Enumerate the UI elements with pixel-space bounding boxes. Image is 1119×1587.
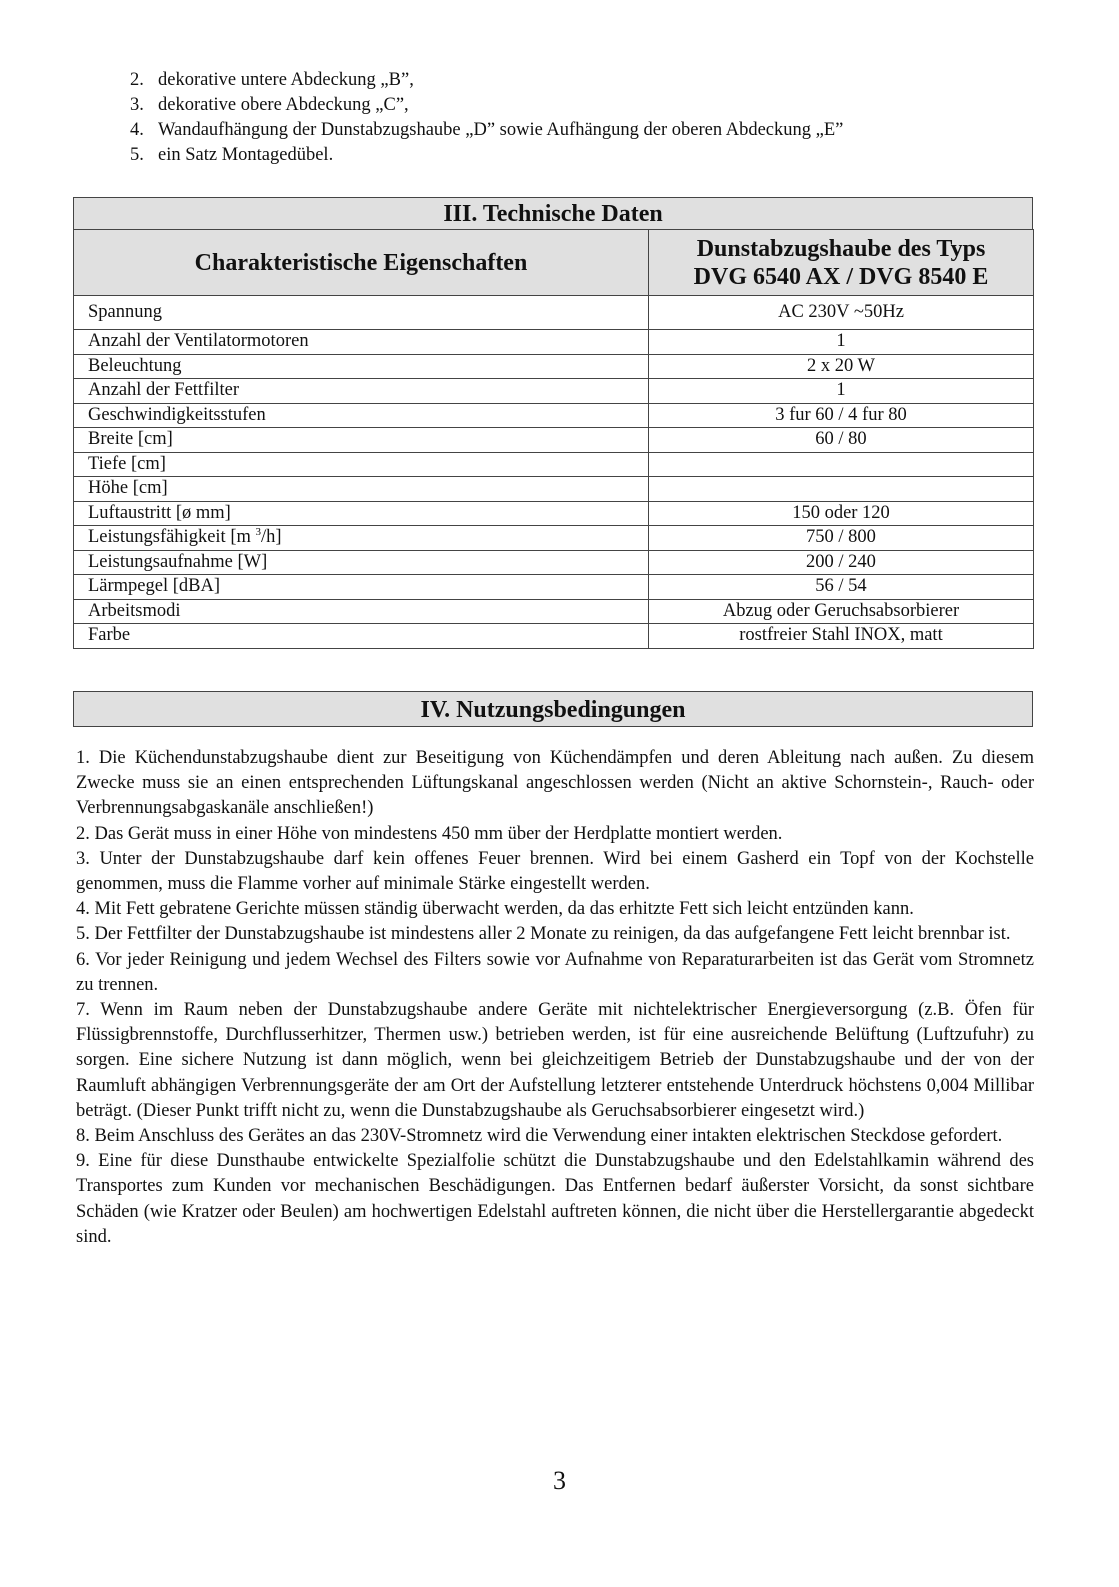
paragraph: 2. Das Gerät muss in einer Höhe von mindestens 450 mm über der Herdplatte montiert werden.	[76, 823, 783, 844]
property-cell: Luftaustritt [ø mm]	[74, 501, 649, 526]
tech-data-heading: III. Technische Daten	[73, 197, 1033, 230]
table-row	[74, 330, 1034, 355]
col-header-properties: Charakteristische Eigenschaften	[74, 230, 649, 296]
paragraph: 5. Der Fettfilter der Dunstabzugshaube ist mindestens aller 2 Monate zu reinigen, da das aufgefangene Fett leicht brennbar ist.	[76, 924, 1011, 945]
paragraph: 3. Unter der Dunstabzugshaube darf kein offenes Feuer brennen. Wird bei einem Gasherd ein Topf von der Kochstelle genommen, muss die Flamme vorher auf minimale Stärke eingestellt werden.	[76, 848, 1034, 895]
value-cell	[649, 452, 1034, 477]
table-header-row	[74, 230, 1034, 296]
list-item: 4. Wandaufhängung der Dunstabzugshaube „D” sowie Aufhängung der oberen Abdeckung „E”	[130, 120, 844, 140]
value-cell: 56 / 54	[649, 575, 1034, 600]
list-item: 5. ein Satz Montagedübel.	[130, 145, 334, 165]
paragraph: 6. Vor jeder Reinigung und jedem Wechsel des Filters sowie vor Aufnahme von Reparaturarbeiten ist das Gerät vom Stromnetz zu trennen.	[76, 949, 1034, 995]
paragraph: 1. Die Küchendunstabzugshaube dient zur Beseitigung von Küchendämpfen und deren Ableitung nach außen. Zu diesem Zwecke muss sie an einen entsprechenden Lüftungskanal angeschlossen werden (Nicht an aktive Schornstein-, Rauch- oder Verbrennungsabgaskanäle anschließen!)	[76, 748, 1034, 819]
table-row	[74, 296, 1034, 330]
value-cell: rostfreier Stahl INOX, matt	[649, 624, 1034, 649]
table-row	[74, 550, 1034, 575]
table-row	[74, 428, 1034, 453]
value-cell: 1	[649, 330, 1034, 355]
value-cell: 3 fur 60 / 4 fur 80	[649, 403, 1034, 428]
property-cell: Farbe	[74, 624, 649, 649]
value-cell: 200 / 240	[649, 550, 1034, 575]
table-row	[74, 477, 1034, 502]
table-row	[74, 379, 1034, 404]
model-header-line1: Dunstabzugshaube des Typs	[696, 235, 986, 262]
property-cell: Anzahl der Ventilatormotoren	[74, 330, 649, 355]
property-cell: Anzahl der Fettfilter	[74, 379, 649, 404]
value-cell	[649, 477, 1034, 502]
property-cell: Leistungsaufnahme [W]	[74, 550, 649, 575]
paragraph: 7. Wenn im Raum neben der Dunstabzugshaube andere Geräte mit nichtelektrischer Energieversorgung (z.B. Öfen für Flüssigbrennstoffe, Durchflusserhitzer, Thermen usw.) betrieben werden, ist für eine ausreichende Belüftung (Luftzufuhr) zu sorgen. Eine sichere Nutzung ist dann möglich, wenn bei gleichzeitigem Betrieb der Dunstabzugshaube und der von der Raumluft abhängigen Verbrennungsgeräte der am Ort der Aufstellung letzterer entstehende Unterdruck höchstens 0,004 Millibar beträgt. (Dieser Punkt trifft nicht zu, wenn die Dunstabzugshaube als Geruchsabsorbierer eingesetzt wird.)	[76, 1000, 1034, 1121]
value-cell: AC 230V ~50Hz	[649, 296, 1034, 330]
paragraph: 8. Beim Anschluss des Gerätes an das 230V-Stromnetz wird die Verwendung einer intakten elektrischen Steckdose gefordert.	[76, 1126, 1003, 1147]
property-cell: Geschwindigkeitsstufen	[74, 403, 649, 428]
value-cell: 750 / 800	[649, 526, 1034, 551]
table-row	[74, 624, 1034, 649]
paragraph: 4. Mit Fett gebratene Gerichte müssen ständig überwacht werden, da das erhitzte Fett sich leicht entzünden kann.	[76, 899, 914, 920]
conditions-text	[76, 746, 1034, 1250]
list-item: 2. dekorative untere Abdeckung „B”,	[130, 70, 414, 90]
col-header-model	[649, 230, 1034, 296]
table-row	[74, 452, 1034, 477]
page-number: 3	[553, 1466, 566, 1495]
parts-list	[130, 68, 843, 168]
property-cell: Lärmpegel [dBA]	[74, 575, 649, 600]
property-cell: Arbeitsmodi	[74, 599, 649, 624]
table-row	[74, 354, 1034, 379]
value-cell: 2 x 20 W	[649, 354, 1034, 379]
property-cell: Tiefe [cm]	[74, 452, 649, 477]
value-cell: 150 oder 120	[649, 501, 1034, 526]
value-cell: 1	[649, 379, 1034, 404]
property-cell: Leistungsfähigkeit [m $^3$/h]	[74, 526, 649, 551]
table-row	[74, 526, 1034, 551]
value-cell: Abzug oder Geruchsabsorbierer	[649, 599, 1034, 624]
property-cell: Beleuchtung	[74, 354, 649, 379]
property-cell: Spannung	[74, 296, 649, 330]
conditions-heading: IV. Nutzungsbedingungen	[73, 691, 1033, 727]
list-item: 3. dekorative obere Abdeckung „C”,	[130, 95, 409, 115]
paragraph: 9. Eine für diese Dunsthaube entwickelte Spezialfolie schützt die Dunstabzugshaube und den Edelstahlkamin während des Transportes zum Kunden vor mechanischen Beschädigungen. Das Entfernen bedarf äußerster Vorsicht, da sonst sichtbare Schäden (wie Kratzer oder Beulen) am hochwertigen Edelstahl auftreten können, die nicht über die Herstellergarantie abgedeckt sind.	[76, 1151, 1034, 1247]
table-row	[74, 599, 1034, 624]
table-row	[74, 575, 1034, 600]
property-cell: Breite [cm]	[74, 428, 649, 453]
table-row	[74, 501, 1034, 526]
tech-data-table	[73, 229, 1034, 649]
value-cell: 60 / 80	[649, 428, 1034, 453]
table-row	[74, 403, 1034, 428]
property-cell: Höhe [cm]	[74, 477, 649, 502]
model-header-line2: DVG 6540 AX / DVG 8540 E	[693, 263, 989, 290]
